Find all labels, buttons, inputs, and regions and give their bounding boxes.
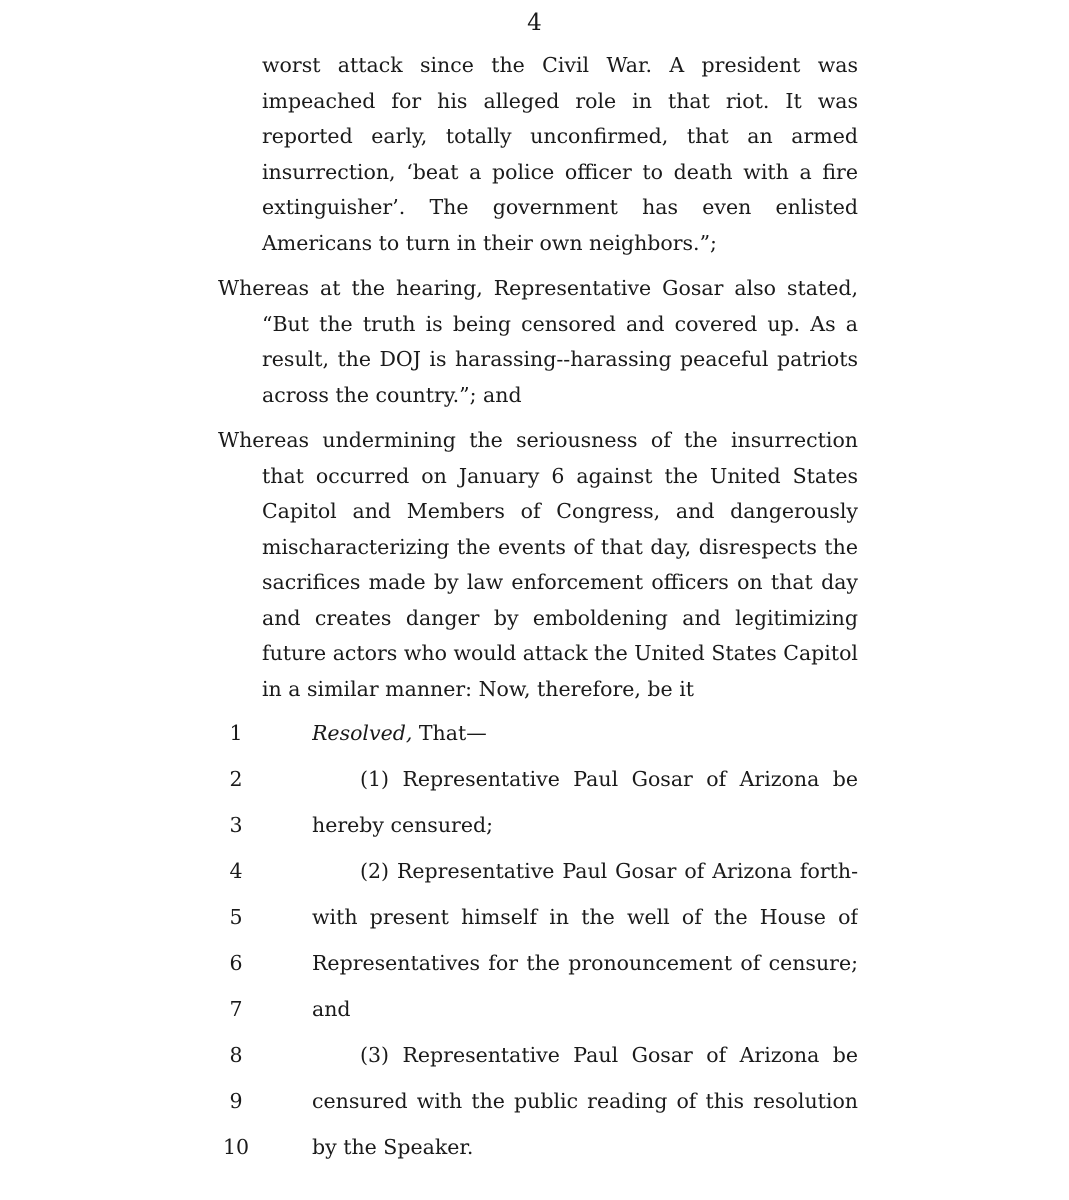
numbered-line bbox=[218, 1129, 858, 1175]
numbered-line bbox=[218, 761, 858, 807]
line-text: (3) Representative Paul Gosar of Arizona be bbox=[360, 1043, 858, 1067]
line-text: Representatives for the pronouncement of censure; bbox=[312, 951, 858, 975]
line-number: 7 bbox=[229, 997, 243, 1021]
line-text: (1) Representative Paul Gosar of Arizona be bbox=[360, 767, 858, 791]
page-number: 4 bbox=[527, 10, 542, 36]
numbered-line bbox=[218, 807, 858, 853]
line-number: 3 bbox=[229, 813, 243, 837]
numbered-line bbox=[218, 899, 858, 945]
numbered-line bbox=[218, 853, 858, 899]
line-text: and bbox=[312, 997, 351, 1021]
line-number: 4 bbox=[229, 859, 243, 883]
line-number: 9 bbox=[229, 1089, 243, 1113]
numbered-line bbox=[218, 945, 858, 991]
preamble bbox=[218, 48, 858, 707]
line-text: with present himself in the well of the House of bbox=[312, 905, 858, 929]
line-number: 6 bbox=[229, 951, 243, 975]
line-text: hereby censured; bbox=[312, 813, 493, 837]
line-text: censured with the public reading of this resolution bbox=[312, 1089, 858, 1113]
line-number: 5 bbox=[229, 905, 243, 929]
line-text: (2) Representative Paul Gosar of Arizona forth- bbox=[360, 859, 858, 883]
line-number: 1 bbox=[229, 721, 243, 745]
line-number: 2 bbox=[229, 767, 243, 791]
numbered-line bbox=[218, 991, 858, 1037]
resolved-text: That— bbox=[412, 721, 487, 745]
whereas-clause: Whereas undermining the seriousness of the insurrection that occurred on January 6 against the United States Capitol and Members of Congress, and dangerously mischaracterizing the events of that day, disrespects the sacrifices made by law enforcement officers on that day and creates danger by emboldening and legitimizing future actors who would attack the United States Capitol in a similar manner: Now, therefore, be it bbox=[218, 428, 858, 701]
whereas-clause: Whereas at the hearing, Representative Gosar also stated, “But the truth is being censored and covered up. As a result, the DOJ is harassing--harassing peaceful patriots across the country.”; and bbox=[218, 276, 858, 407]
quote-continuation: worst attack since the Civil War. A president was impeached for his alleged role in that riot. It was reported early, totally unconfirmed, that an armed insurrection, ‘beat a police officer to death with a fire extinguisher’. The government has even enlisted Americans to turn in their own neighbors.”; bbox=[262, 53, 858, 255]
line-text bbox=[312, 715, 858, 751]
numbered-line bbox=[218, 1083, 858, 1129]
resolution-body bbox=[218, 715, 858, 1175]
line-text: by the Speaker. bbox=[312, 1135, 474, 1159]
line-number: 8 bbox=[229, 1043, 243, 1067]
numbered-line bbox=[218, 715, 858, 761]
line-number: 10 bbox=[222, 1135, 250, 1159]
resolved-italic: Resolved, bbox=[312, 721, 413, 745]
numbered-line bbox=[218, 1037, 858, 1083]
